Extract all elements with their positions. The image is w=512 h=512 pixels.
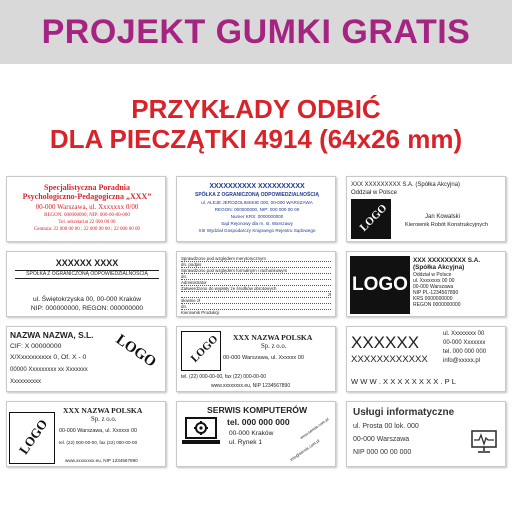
stamp-example-7 — [6, 326, 166, 392]
stamp-line: Sp. z o.o. — [261, 343, 287, 350]
stamp-line: Sp. z o.o. — [91, 416, 117, 423]
subtitle-line-1: PRZYKŁADY ODBIĆ — [131, 94, 381, 124]
stamp-line: Specjalistyczna Poradnia — [44, 183, 130, 192]
stamp-line: tel. (22) 000-00-00, fax (22) 000-00-00 — [181, 374, 267, 380]
logo-text: LOGO — [188, 333, 221, 365]
logo-text: LOGO — [15, 416, 51, 457]
logo-text: LOGO — [112, 331, 159, 371]
stamp-line: NAZWA NAZWA, S.L. — [10, 330, 94, 340]
stamp-example-4 — [6, 251, 166, 317]
logo-frame — [9, 412, 55, 464]
stamp-line: www.xxxxxxxx.eu, NIP 1234567890 — [211, 383, 291, 389]
stamp-line: XXXXXX XXXX — [55, 258, 119, 268]
stamp-line: Jan Kowalski — [425, 214, 461, 220]
page-title: PROJEKT GUMKI GRATIS — [41, 12, 471, 51]
stamp-line: zł — [181, 292, 331, 298]
stamp-line: dn. — [181, 304, 331, 310]
stamp-line: NIP: 000000000, REGON: 000000000 — [30, 305, 144, 312]
stamp-line: Sprawdzono pod względem formalnym i rachunkowym — [181, 268, 331, 274]
stamp-line: XXX NAZWA POLSKA — [233, 333, 313, 342]
stamp-line: X/Xxxxxxxxxx 0, Of. X - 0 — [10, 354, 87, 361]
stamp-example-2 — [176, 176, 336, 242]
title-banner — [0, 0, 512, 64]
stamp-line: Psychologiczno-Pedagogiczna „XXX” — [22, 192, 152, 201]
stamp-line: XXXXXX — [351, 333, 420, 352]
stamp-line: W W W . X X X X X X X X . P L — [351, 377, 456, 386]
stamp-line: SPÓŁKA Z OGRANICZONĄ ODPOWIEDZIALNOŚCIĄ — [195, 192, 319, 198]
stamp-line: ul. Rynek 1 — [229, 439, 262, 446]
stamp-line: Xxxxxxxxxx — [10, 379, 42, 385]
stamp-example-11 — [176, 401, 336, 467]
stamp-line: REGON 0000000000 — [413, 302, 461, 308]
stamp-line: XXXXXXXXXXXX — [351, 354, 428, 365]
stamp-line: (Spółka Akcyjna) — [413, 264, 465, 271]
monitor-pulse-icon — [471, 430, 497, 454]
stamp-example-12 — [346, 401, 506, 467]
stamp-line: Numer KRS: 0000000000 — [230, 214, 284, 219]
stamp-line: 00-000 Warszawa — [353, 436, 410, 443]
logo-box — [350, 256, 410, 314]
stamp-line: SPÓŁKA Z OGRANICZONĄ ODPOWIEDZIALNOŚCIĄ — [15, 270, 159, 279]
stamp-line: NIP 000 00 00 000 — [353, 449, 412, 456]
stamp-example-6 — [346, 251, 506, 317]
stamp-line: Oddział w Polsce — [413, 272, 452, 278]
stamp-line: słownie zł — [181, 298, 331, 304]
stamp-example-1 — [6, 176, 166, 242]
stamp-line: Oddział w Polsce — [351, 190, 398, 196]
stamp-line: REGON: 000000000; NIP: 000-00-00-000 — [44, 213, 130, 218]
logo-box — [351, 199, 391, 239]
stamp-line: REGON: 000000000, NIP: 000 000 00 00 — [214, 207, 300, 212]
stamp-line: ul. Xxxxxxxx 00 — [443, 331, 485, 337]
stamp-line: NIP PL-1234567890 — [413, 290, 459, 296]
logo-frame — [181, 331, 221, 371]
stamp-line: ul. ALEJE JEROZOLIMSKIE 000, 00-000 WARSZAWA — [201, 200, 313, 205]
stamp-line: 00-000 Warszawa, ul. Xxxxxx 00 — [59, 428, 137, 434]
stamp-line: 00000 Xxxxxxxxx xx Xxxxxxx — [10, 367, 88, 373]
logo-text: LOGO — [352, 274, 408, 295]
stamp-line: info@xxxxx.pl — [443, 358, 481, 364]
stamp-example-8 — [176, 326, 336, 392]
stamp-line: XXX NAZWA POLSKA — [63, 406, 143, 415]
stamp-line: 00-000 Warszawa, ul. Xxxxxxx 0/00 — [35, 203, 139, 211]
stamp-line: SERWIS KOMPUTERÓW — [207, 405, 308, 415]
logo-text: LOGO — [357, 202, 390, 234]
stamp-example-10 — [6, 401, 166, 467]
computer-repair-icon — [180, 412, 222, 452]
stamp-line: ul. Prosta 00 lok. 000 — [353, 423, 419, 430]
stamp-line: Kierownik Produkcji — [181, 310, 220, 315]
stamp-line: ul. Świętokrzyska 00, 00-000 Kraków — [32, 296, 142, 303]
stamp-line: tel. (22) 000-00-00, fax (22) 000-00-00 — [59, 440, 138, 445]
stamp-line: Zatwierdzono do wypłaty ze środków obrotowych — [181, 286, 331, 292]
stamp-line: Sąd Rejonowy dla m. st. Warszawy — [221, 221, 293, 226]
stamp-line: XIII Wydział Gospodarczy Krajowego Rejestru Sądowego — [198, 228, 316, 233]
stamp-line: Usługi informatyczne — [353, 407, 455, 418]
stamp-line: 00-000 Xxxxxxx — [443, 340, 486, 346]
stamp-example-5 — [176, 251, 336, 317]
stamp-line: CIF: X 00000000 — [10, 343, 62, 350]
subtitle-line-2: DLA PIECZĄTKI 4914 (64x26 mm) — [49, 124, 463, 154]
stamp-line: Tel. sekretariat 22 000 00 00 — [58, 220, 116, 225]
stamp-line: info@serwis.com.pl — [289, 438, 321, 463]
stamp-line: XXXXXXXXXX XXXXXXXXXX — [209, 183, 305, 190]
stamp-line: XXX XXXXXXXXX S.A. (Spółka Akcyjna) — [351, 182, 461, 188]
stamp-line: 00-000 Warszawa, ul. Xxxxxx 00 — [223, 355, 304, 361]
stamp-line: Centrala: 22 000 00 00 ; 22 000 00 00 ; 22 000 00 00 — [33, 227, 141, 232]
stamp-line: 00-000 Kraków — [229, 430, 274, 437]
stamp-line: www.xxxxxxxx.eu, NIP 1234567890 — [65, 458, 138, 463]
stamp-line: www.serwis.com.pl — [299, 416, 330, 441]
stamp-line: KRS 0000000000 — [413, 296, 453, 302]
stamp-example-3 — [346, 176, 506, 242]
stamp-example-9 — [346, 326, 506, 392]
stamp-line: XXX XXXXXXXXX S.A. — [413, 257, 481, 264]
stamp-line: Sprawdzono pod względem merytorycznym — [181, 256, 331, 262]
stamp-line: tel. 000 000 000 — [227, 417, 290, 427]
stamp-line: tel. 000 000 000 — [443, 349, 487, 355]
stamp-line: 00-000 Warszawa — [413, 284, 454, 290]
stamp-line: ul. Xxxxxxxx 00 00 — [413, 278, 455, 284]
stamp-line: Kierownik Robót Konstrukcyjnych — [405, 222, 489, 228]
stamp-line: Administrator — [181, 280, 331, 286]
stamp-line: dn. podpis — [181, 262, 331, 268]
stamp-line: dn. — [181, 274, 331, 280]
